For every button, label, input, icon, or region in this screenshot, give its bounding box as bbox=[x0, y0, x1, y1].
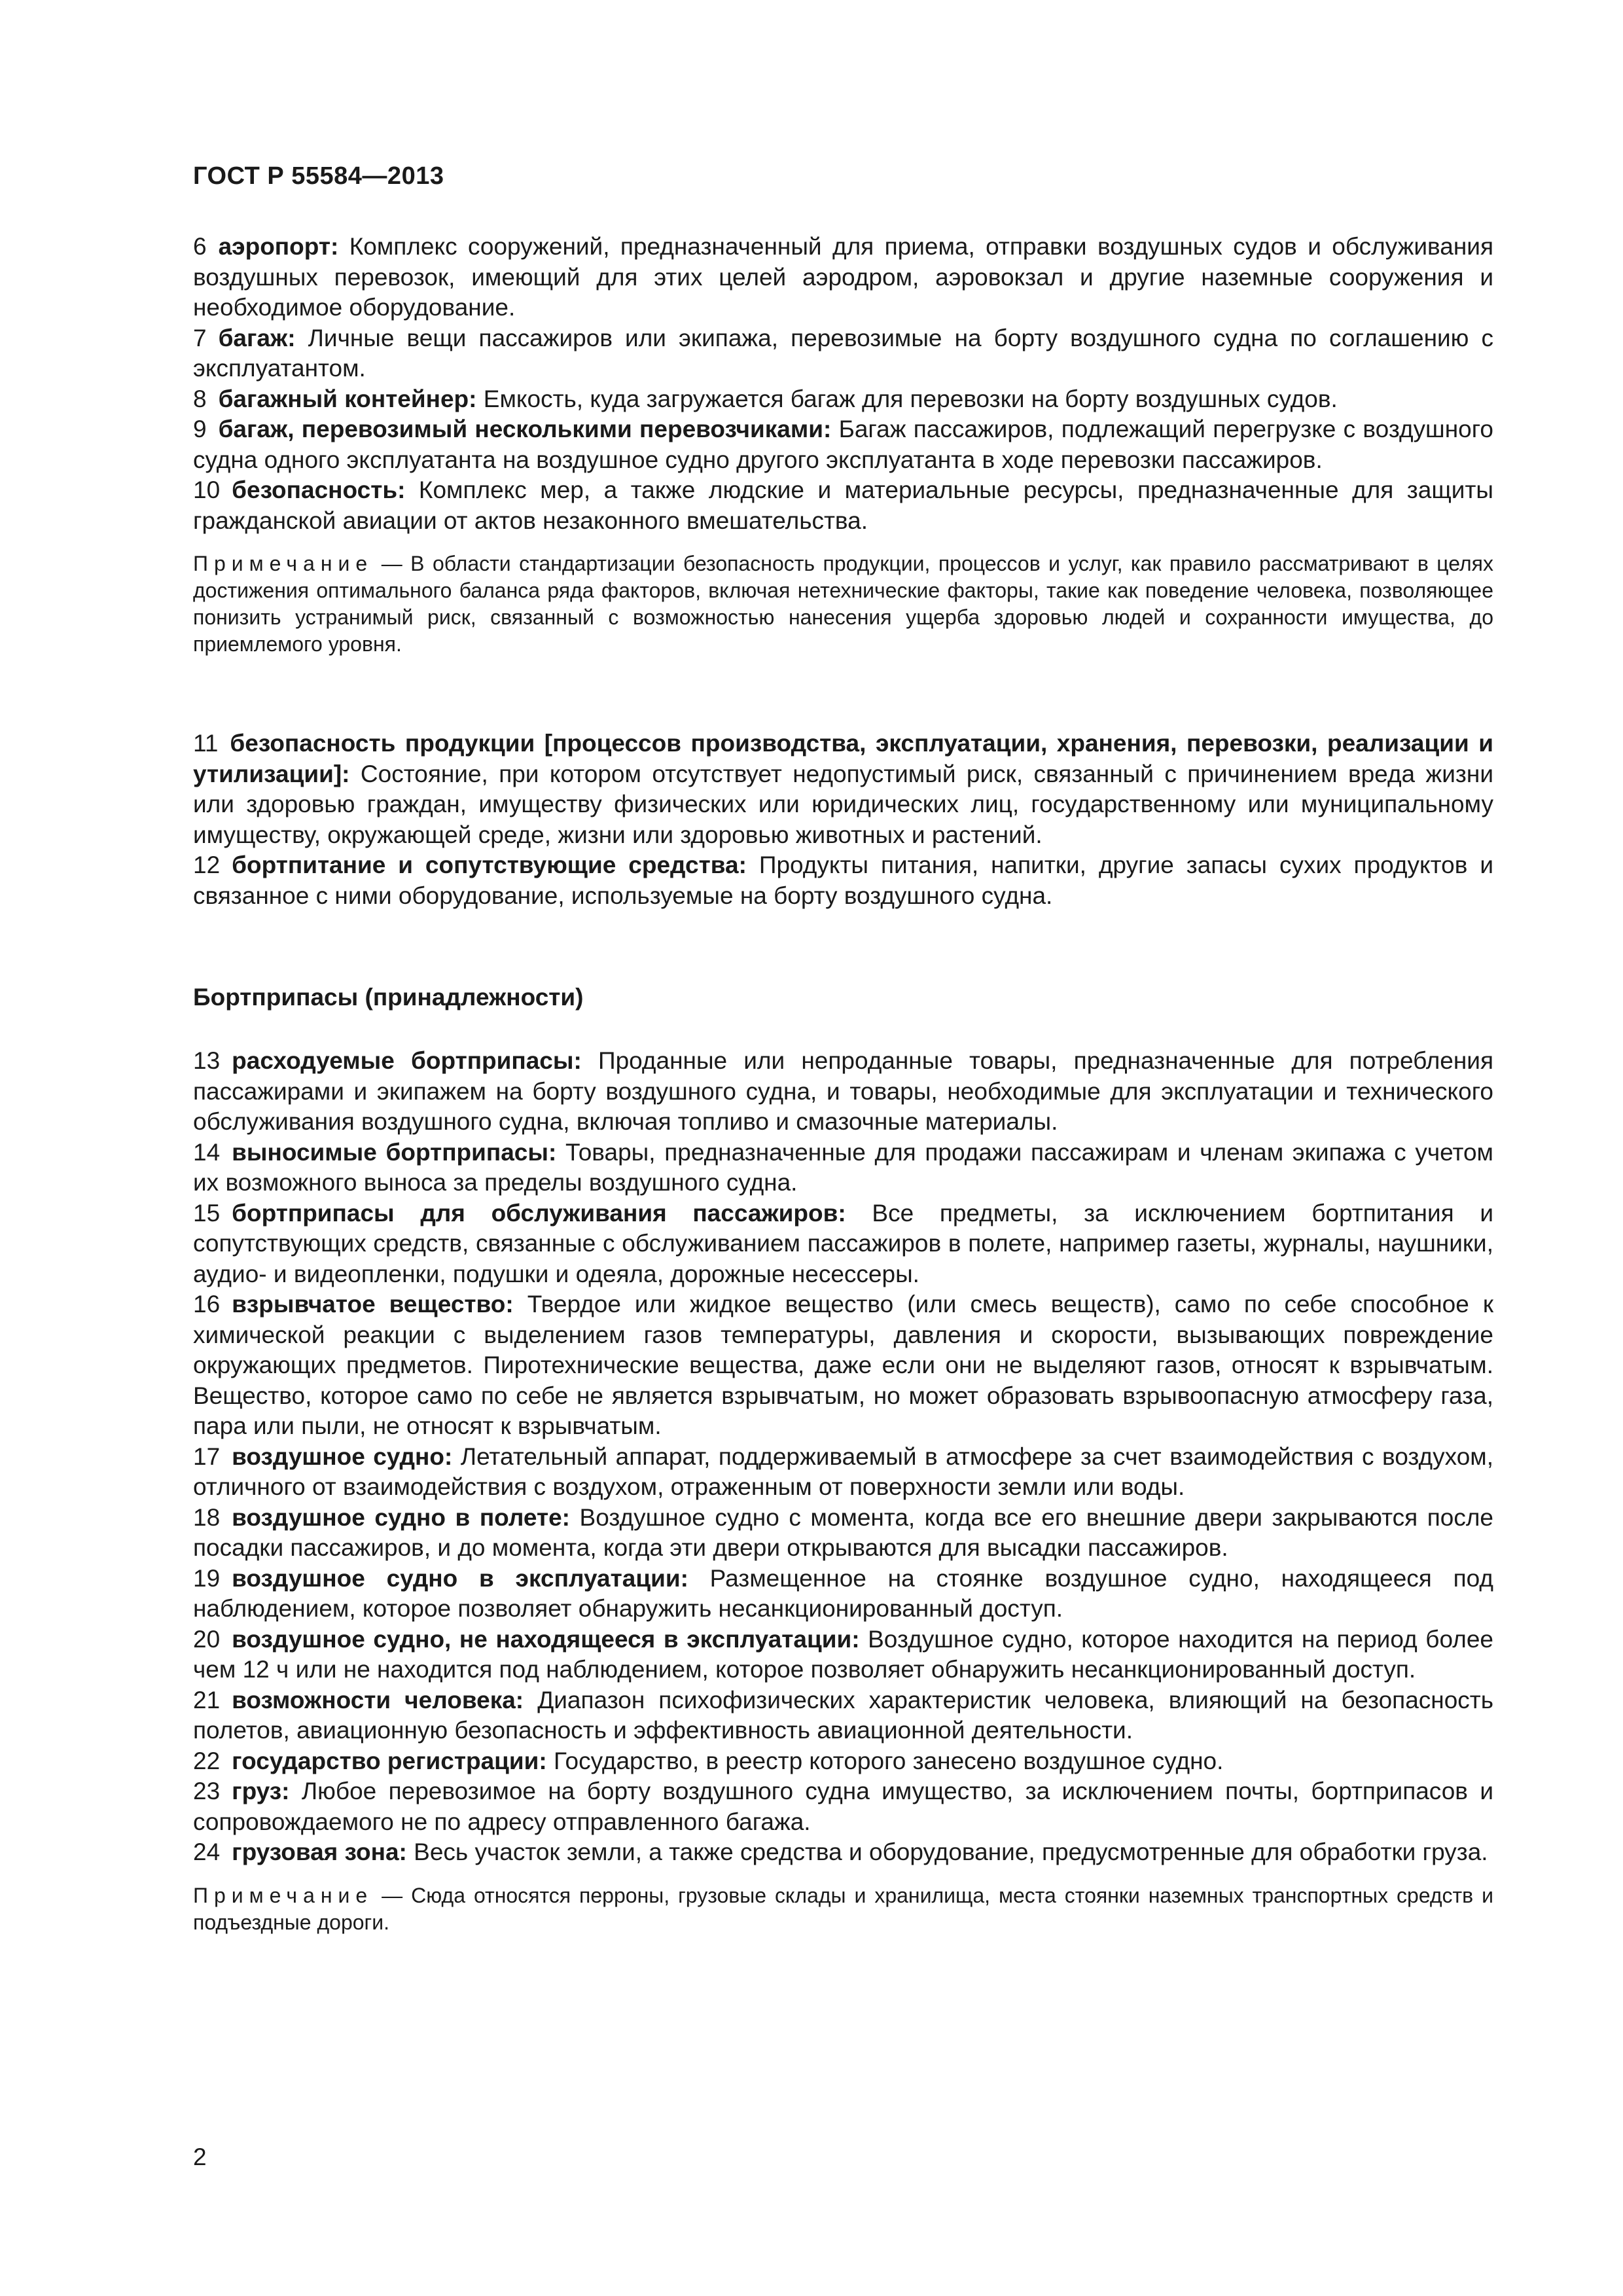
page-number: 2 bbox=[193, 2144, 207, 2170]
term-definition: Размещенное на стоянке воздушное судно, находящееся под наблюдением, которое позволяет обнаружить несанкционированный доступ. bbox=[193, 1564, 1493, 1622]
term-title: багажный контейнер: bbox=[218, 385, 477, 412]
term-title: взрывчатое вещество: bbox=[232, 1291, 514, 1318]
term-entry: 9 багаж, перевозимый несколькими перевозчиками: Багаж пассажиров, подлежащий перегрузке с воздушного судна одного эксплуатанта на воздушное судно другого эксплуатанта в ходе перевозки пассажиров. bbox=[193, 416, 1494, 473]
term-entry: 21 возможности человека: Диапазон психофизических характеристик человека, влияющий на безопасность полетов, авиационную безопасность и эффективность авиационной деятельности. bbox=[193, 1686, 1494, 1744]
note bbox=[193, 1882, 1493, 1936]
document-header: ГОСТ Р 55584—2013 bbox=[193, 162, 444, 190]
term-title: воздушное судно, не находящееся в эксплуатации: bbox=[232, 1625, 860, 1653]
term-definition: Воздушное судно с момента, когда все его внешние двери закрываются после посадки пассажиров, и до момента, когда эти двери открываются для высадки пассажиров. bbox=[193, 1503, 1493, 1561]
term-entry: 8 багажный контейнер: Емкость, куда загружается багаж для перевозки на борту воздушных судов. bbox=[193, 385, 1338, 412]
term-title: груз: bbox=[232, 1778, 290, 1804]
term-entry: 22 государство регистрации: Государство, в реестр которого занесено воздушное судно. bbox=[193, 1747, 1224, 1774]
term-entry: 14 выносимые бортприпасы: Товары, предназначенные для продажи пассажирам и членам экипажа с учетом их возможного выноса за пределы воздушного судна. bbox=[193, 1138, 1493, 1196]
term-title: безопасность: bbox=[232, 476, 406, 503]
term-entry: 11 безопасность продукции [процессов производства, эксплуатации, хранения, перевозки, реализации и утилизации]: Состояние, при котором отсутствует недопустимый риск, связанный с причинением вреда жизни или здоровью граждан, имуществу физических или юридических лиц, государственному или муниципальному имуществу, окружающей среде, жизни или здоровью животных и растений. bbox=[193, 730, 1493, 848]
term-entry: 12 бортпитание и сопутствующие средства: Продукты питания, напитки, другие запасы сухих продуктов и связанное с ними оборудование, используемые на борту воздушного судна. bbox=[193, 852, 1493, 909]
term-title: грузовая зона: bbox=[232, 1839, 407, 1865]
term-entry: 17 воздушное судно: Летательный аппарат, поддерживаемый в атмосфере за счет взаимодействия с воздухом, отличного от взаимодействия с воздухом, отраженным от поверхности земли или воды. bbox=[193, 1443, 1494, 1500]
term-title: воздушное судно: bbox=[232, 1443, 453, 1470]
term-entry: 15 бортприпасы для обслуживания пассажиров: Все предметы, за исключением бортпитания и сопутствующих средств, связанные с обслуживанием пассажиров в полете, например газеты, журналы, наушники, аудио- и видеопленки, подушки и одеяла, дорожные несессеры. bbox=[193, 1199, 1494, 1287]
term-entry: 13 расходуемые бортприпасы: Проданные или непроданные товары, предназначенные для потребления пассажирами и экипажем на борту воздушного судна, и товары, необходимые для эксплуатации и технического обслуживания воздушного судна, включая топливо и смазочные материалы. bbox=[193, 1047, 1494, 1135]
terms-block-1 bbox=[193, 232, 1493, 658]
term-title: багаж: bbox=[218, 324, 296, 351]
term-entry: 7 багаж: Личные вещи пассажиров или экипажа, перевозимые на борту воздушного судна по соглашению с эксплуатантом. bbox=[193, 324, 1493, 382]
term-title: выносимые бортприпасы: bbox=[232, 1138, 557, 1166]
term-definition: Летательный аппарат, поддерживаемый в атмосфере за счет взаимодействия с воздухом, отличного от взаимодействия с воздухом, отраженным от поверхности земли или воды. bbox=[193, 1443, 1494, 1500]
term-entry: 16 взрывчатое вещество: Твердое или жидкое вещество (или смесь веществ), само по себе способное к химической реакции с выделением газов температуры, давления и скорости, вызывающих повреждение окружающих предметов. Пиротехнические вещества, даже если они не выделяют газов, относят к взрывчатым. Вещество, которое само по себе не является взрывчатым, но может образовать взрывоопасную атмосферу газа, пара или пыли, не относят к взрывчатым. bbox=[193, 1291, 1494, 1439]
terms-block-2 bbox=[193, 728, 1493, 911]
term-definition: Комплекс мер, а также людские и материальные ресурсы, предназначенные для защиты гражданской авиации от актов незаконного вмешательства. bbox=[193, 476, 1493, 534]
term-title: расходуемые бортприпасы: bbox=[232, 1047, 582, 1074]
term-title: государство регистрации: bbox=[232, 1747, 547, 1774]
term-definition: Продукты питания, напитки, другие запасы сухих продуктов и связанное с ними оборудование, используемые на борту воздушного судна. bbox=[193, 852, 1493, 909]
term-definition: Весь участок земли, а также средства и оборудование, предусмотренные для обработки груза. bbox=[414, 1839, 1488, 1865]
term-definition: Проданные или непроданные товары, предназначенные для потребления пассажирами и экипажем на борту воздушного судна, и товары, необходимые для эксплуатации и технического обслуживания воздушного судна, включая топливо и смазочные материалы. bbox=[193, 1047, 1494, 1135]
term-definition: Любое перевозимое на борту воздушного судна имущество, за исключением почты, бортприпасов и сопровождаемого не по адресу отправленного багажа. bbox=[193, 1778, 1493, 1835]
note-label: Примечание bbox=[193, 552, 374, 575]
term-title: безопасность продукции [процессов производства, эксплуатации, хранения, перевозки, реализации и утилизации]: bbox=[193, 730, 1493, 787]
term-definition: Твердое или жидкое вещество (или смесь веществ), само по себе способное к химической реакции с выделением газов температуры, давления и скорости, вызывающих повреждение окружающих предметов. Пиротехнические вещества, даже если они не выделяют газов, относят к взрывчатым. Вещество, которое само по себе не является взрывчатым, но может образовать взрывоопасную атмосферу газа, пара или пыли, не относят к взрывчатым. bbox=[193, 1291, 1494, 1439]
note-text: — Сюда относятся перроны, грузовые склады и хранилища, места стоянки наземных транспортных средств и подъездные дороги. bbox=[193, 1883, 1494, 1934]
term-definition: Все предметы, за исключением бортпитания и сопутствующих средств, связанные с обслуживанием пассажиров в полете, например газеты, журналы, наушники, аудио- и видеопленки, подушки и одеяла, дорожные несессеры. bbox=[193, 1199, 1494, 1287]
term-title: бортпитание и сопутствующие средства: bbox=[232, 852, 747, 878]
term-entry: 10 безопасность: Комплекс мер, а также людские и материальные ресурсы, предназначенные для защиты гражданской авиации от актов незаконного вмешательства. bbox=[193, 476, 1493, 534]
term-definition: Диапазон психофизических характеристик человека, влияющий на безопасность полетов, авиационную безопасность и эффективность авиационной деятельности. bbox=[193, 1686, 1494, 1744]
term-definition: Багаж пассажиров, подлежащий перегрузке с воздушного судна одного эксплуатанта на воздушное судно другого эксплуатанта в ходе перевозки пассажиров. bbox=[193, 416, 1494, 473]
term-definition: Государство, в реестр которого занесено воздушное судно. bbox=[553, 1747, 1224, 1774]
term-definition: Емкость, куда загружается багаж для перевозки на борту воздушных судов. bbox=[483, 385, 1338, 412]
note-text: — В области стандартизации безопасность продукции, процессов и услуг, как правило рассматривают в целях достижения оптимального баланса ряда факторов, включая нетехнические факторы, такие как поведение человека, позволяющее понизить устранимый риск, связанный с возможностью нанесения ущерба здоровью людей и сохранности имущества, до приемлемого уровня. bbox=[193, 552, 1494, 656]
term-entry: 6 аэропорт: Комплекс сооружений, предназначенный для приема, отправки воздушных судов и обслуживания воздушных перевозок, имеющий для этих целей аэродром, аэровокзал и другие наземные сооружения и необходимое оборудование. bbox=[193, 233, 1493, 321]
terms-block-3 bbox=[193, 1046, 1493, 1936]
term-definition: Воздушное судно, которое находится на период более чем 12 ч или не находится под наблюдением, которое позволяет обнаружить несанкционированный доступ. bbox=[193, 1625, 1493, 1683]
term-entry: 23 груз: Любое перевозимое на борту воздушного судна имущество, за исключением почты, бортприпасов и сопровождаемого не по адресу отправленного багажа. bbox=[193, 1778, 1493, 1835]
term-title: воздушное судно в эксплуатации: bbox=[232, 1564, 688, 1592]
note-label: Примечание bbox=[193, 1883, 374, 1907]
section-heading-block bbox=[193, 984, 1493, 1011]
term-definition: Товары, предназначенные для продажи пассажирам и членам экипажа с учетом их возможного выноса за пределы воздушного судна. bbox=[193, 1138, 1493, 1196]
term-entry: 18 воздушное судно в полете: Воздушное судно с момента, когда все его внешние двери закрываются после посадки пассажиров, и до момента, когда эти двери открываются для высадки пассажиров. bbox=[193, 1503, 1493, 1561]
term-title: бортприпасы для обслуживания пассажиров: bbox=[232, 1199, 846, 1227]
term-entry: 20 воздушное судно, не находящееся в эксплуатации: Воздушное судно, которое находится на период более чем 12 ч или не находится под наблюдением, которое позволяет обнаружить несанкционированный доступ. bbox=[193, 1625, 1493, 1683]
term-title: аэропорт: bbox=[218, 233, 339, 260]
term-title: воздушное судно в полете: bbox=[232, 1503, 570, 1531]
term-definition: Комплекс сооружений, предназначенный для приема, отправки воздушных судов и обслуживания воздушных перевозок, имеющий для этих целей аэродром, аэровокзал и другие наземные сооружения и необходимое оборудование. bbox=[193, 233, 1493, 321]
term-entry: 19 воздушное судно в эксплуатации: Размещенное на стоянке воздушное судно, находящееся под наблюдением, которое позволяет обнаружить несанкционированный доступ. bbox=[193, 1564, 1493, 1622]
term-title: возможности человека: bbox=[232, 1686, 524, 1713]
term-title: багаж, перевозимый несколькими перевозчиками: bbox=[218, 416, 832, 442]
term-definition: Личные вещи пассажиров или экипажа, перевозимые на борту воздушного судна по соглашению с эксплуатантом. bbox=[193, 324, 1493, 382]
note bbox=[193, 550, 1493, 658]
term-entry: 24 грузовая зона: Весь участок земли, а также средства и оборудование, предусмотренные для обработки груза. bbox=[193, 1839, 1488, 1865]
term-definition: Состояние, при котором отсутствует недопустимый риск, связанный с причинением вреда жизни или здоровью граждан, имуществу физических или юридических лиц, государственному или муниципальному имуществу, окружающей среде, жизни или здоровью животных и растений. bbox=[193, 760, 1493, 848]
section-heading: Бортприпасы (принадлежности) bbox=[193, 984, 584, 1011]
